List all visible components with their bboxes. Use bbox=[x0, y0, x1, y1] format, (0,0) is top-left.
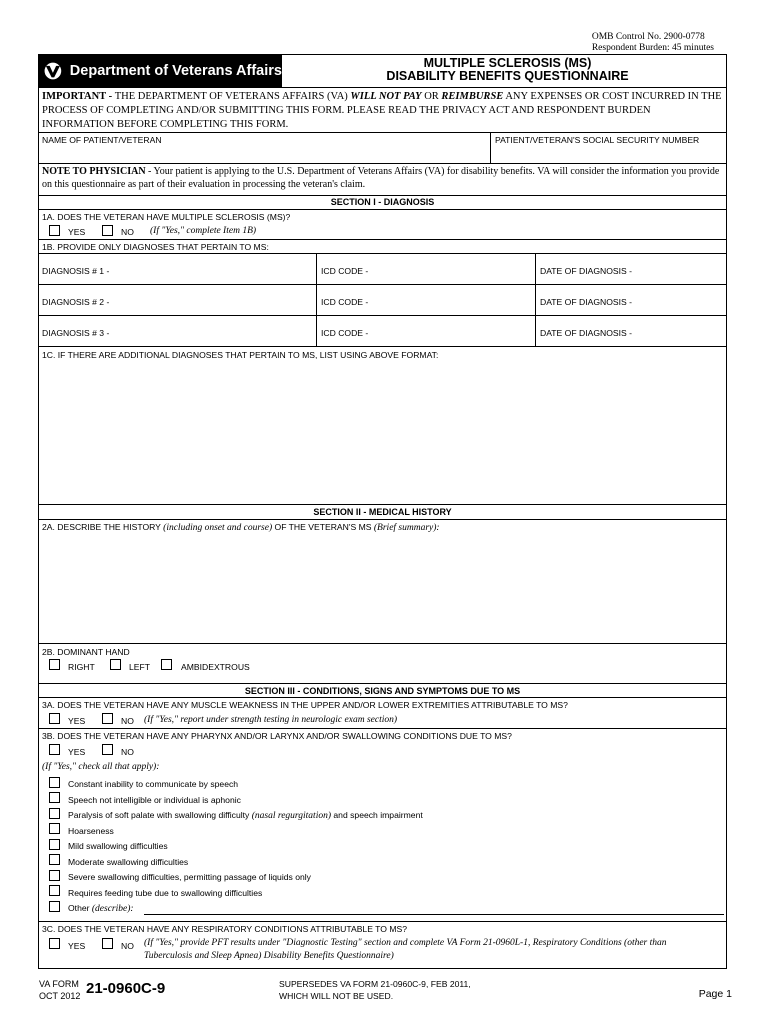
divider bbox=[38, 209, 727, 210]
symptom-checkbox[interactable] bbox=[49, 823, 60, 834]
divider bbox=[38, 284, 727, 285]
divider bbox=[38, 643, 727, 644]
q3b-no-label: NO bbox=[121, 747, 134, 757]
symptom-checkbox[interactable] bbox=[49, 854, 60, 865]
symptom-other-checkbox[interactable] bbox=[49, 901, 60, 912]
diagnosis-3-label: DIAGNOSIS # 3 - bbox=[42, 328, 110, 338]
physician-note: NOTE TO PHYSICIAN - Your patient is applying to the U.S. Department of Veterans Affairs (VA) for disability benefits. VA will consider the information you provide on this questionnaire as part of their evaluation in processing the veteran's claim. bbox=[42, 166, 720, 190]
section-2-title: SECTION II - MEDICAL HISTORY bbox=[313, 507, 452, 517]
q3a-no-checkbox[interactable] bbox=[102, 713, 113, 724]
symptom-checkbox[interactable] bbox=[49, 885, 60, 896]
divider bbox=[38, 683, 727, 684]
page-number: Page 1 bbox=[698, 988, 732, 1000]
symptom-label: Severe swallowing difficulties, permitting passage of liquids only bbox=[68, 872, 311, 882]
right-hand-label: RIGHT bbox=[68, 662, 95, 672]
q3a-note: (If "Yes," report under strength testing in neurologic exam section) bbox=[144, 715, 398, 725]
left-hand-label: LEFT bbox=[129, 662, 151, 672]
q3c-no-checkbox[interactable] bbox=[102, 938, 113, 949]
important-notice: IMPORTANT - THE DEPARTMENT OF VETERANS AFFAIRS (VA) WILL NOT PAY OR REIMBURSE ANY EXPENSES OR COST INCURRED IN THE PROCESS OF COMPLETING AND/OR SUBMITTING THIS FORM. PLEASE READ THE PRIVACY ACT AND RESPONDENT BURDEN INFORMATION BEFORE COMPLETING THIS FORM. bbox=[42, 91, 722, 130]
divider bbox=[535, 253, 536, 346]
omb-info bbox=[592, 32, 714, 54]
q3a-yes-checkbox[interactable] bbox=[49, 713, 60, 724]
supersedes-line1: SUPERSEDES VA FORM 21-0960C-9, FEB 2011, bbox=[279, 979, 471, 989]
supersedes-line2: WHICH WILL NOT BE USED. bbox=[279, 991, 394, 1001]
q1a-no-checkbox[interactable] bbox=[102, 225, 113, 236]
agency-name: Department of Veterans Affairs bbox=[69, 63, 282, 79]
divider bbox=[38, 346, 727, 347]
q2a-label: 2A. DESCRIBE THE HISTORY (including onset and course) OF THE VETERAN'S MS (Brief summary): bbox=[42, 522, 440, 533]
diagnosis-date-3-label: DATE OF DIAGNOSIS - bbox=[540, 328, 632, 338]
form-title-line1: MULTIPLE SCLEROSIS (MS) bbox=[423, 56, 592, 70]
q1a-no-label: NO bbox=[121, 227, 134, 237]
footer-va-form: VA FORM bbox=[39, 979, 79, 989]
divider bbox=[38, 504, 727, 505]
left-hand-checkbox[interactable] bbox=[110, 659, 121, 670]
icd-code-3-label: ICD CODE - bbox=[321, 328, 369, 338]
divider bbox=[38, 728, 727, 729]
q3b-yes-checkbox[interactable] bbox=[49, 744, 60, 755]
symptom-label: Moderate swallowing difficulties bbox=[68, 857, 189, 867]
diagnosis-date-1-label: DATE OF DIAGNOSIS - bbox=[540, 266, 632, 276]
q1a-yes-checkbox[interactable] bbox=[49, 225, 60, 236]
section-1-title: SECTION I - DIAGNOSIS bbox=[330, 197, 435, 207]
divider bbox=[38, 253, 727, 254]
symptom-other-label: Other (describe): bbox=[68, 903, 134, 914]
other-describe-line[interactable] bbox=[144, 914, 724, 915]
va-seal-icon bbox=[42, 57, 64, 85]
divider bbox=[38, 315, 727, 316]
patient-ssn-label: PATIENT/VETERAN'S SOCIAL SECURITY NUMBER bbox=[495, 135, 700, 145]
divider bbox=[38, 195, 727, 196]
q3b-no-checkbox[interactable] bbox=[102, 744, 113, 755]
divider bbox=[38, 921, 727, 922]
q3c-note-line2: Tuberculosis and Sleep Apnea) Disability Benefits Questionnaire) bbox=[144, 951, 394, 961]
q1b-label: 1B. PROVIDE ONLY DIAGNOSES THAT PERTAIN TO MS: bbox=[42, 242, 269, 252]
form-title-line2: DISABILITY BENEFITS QUESTIONNAIRE bbox=[386, 69, 629, 83]
q1a-note: (If "Yes," complete Item 1B) bbox=[150, 226, 257, 236]
check-all-note: (If "Yes," check all that apply): bbox=[42, 762, 160, 772]
q1a-label: 1A. DOES THE VETERAN HAVE MULTIPLE SCLEROSIS (MS)? bbox=[42, 212, 291, 222]
symptom-checkbox[interactable] bbox=[49, 808, 60, 819]
symptom-checkbox[interactable] bbox=[49, 777, 60, 788]
right-hand-checkbox[interactable] bbox=[49, 659, 60, 670]
divider bbox=[490, 132, 491, 163]
icd-code-1-label: ICD CODE - bbox=[321, 266, 369, 276]
symptom-label: Hoarseness bbox=[68, 826, 114, 836]
q3a-no-label: NO bbox=[121, 716, 134, 726]
q3a-label: 3A. DOES THE VETERAN HAVE ANY MUSCLE WEAKNESS IN THE UPPER AND/OR LOWER EXTREMITIES ATTRIBUTABLE TO MS? bbox=[42, 700, 568, 710]
q3c-yes-label: YES bbox=[68, 941, 86, 951]
symptom-label: Mild swallowing difficulties bbox=[68, 841, 168, 851]
symptom-label: Constant inability to communicate by speech bbox=[68, 779, 239, 789]
form-title bbox=[290, 57, 725, 83]
divider bbox=[38, 697, 727, 698]
q3c-label: 3C. DOES THE VETERAN HAVE ANY RESPIRATORY CONDITIONS ATTRIBUTABLE TO MS? bbox=[42, 924, 408, 934]
diagnosis-date-2-label: DATE OF DIAGNOSIS - bbox=[540, 297, 632, 307]
symptom-checkbox[interactable] bbox=[49, 839, 60, 850]
ambidextrous-label: AMBIDEXTROUS bbox=[181, 662, 250, 672]
section-3-title: SECTION III - CONDITIONS, SIGNS AND SYMPTOMS DUE TO MS bbox=[244, 686, 521, 696]
divider bbox=[316, 253, 317, 346]
va-banner bbox=[38, 54, 282, 88]
divider bbox=[38, 239, 727, 240]
diagnosis-2-label: DIAGNOSIS # 2 - bbox=[42, 297, 110, 307]
q1c-label: 1C. IF THERE ARE ADDITIONAL DIAGNOSES THAT PERTAIN TO MS, LIST USING ABOVE FORMAT: bbox=[42, 350, 439, 360]
q3a-yes-label: YES bbox=[68, 716, 86, 726]
ambidextrous-checkbox[interactable] bbox=[161, 659, 172, 670]
q3c-no-label: NO bbox=[121, 941, 134, 951]
form-number: 21-0960C-9 bbox=[86, 980, 166, 997]
q2b-label: 2B. DOMINANT HAND bbox=[42, 647, 130, 657]
q1a-yes-label: YES bbox=[68, 227, 86, 237]
q3c-yes-checkbox[interactable] bbox=[49, 938, 60, 949]
respondent-burden: Respondent Burden: 45 minutes bbox=[591, 43, 714, 53]
q3b-label: 3B. DOES THE VETERAN HAVE ANY PHARYNX AND/OR LARYNX AND/OR SWALLOWING CONDITIONS DUE TO MS? bbox=[42, 731, 512, 741]
icd-code-2-label: ICD CODE - bbox=[321, 297, 369, 307]
symptom-checkbox[interactable] bbox=[49, 870, 60, 881]
q3c-note-line1: (If "Yes," provide PFT results under "Diagnostic Testing" section and complete VA Form 21-0960L-1, Respiratory Conditions (other than bbox=[144, 938, 667, 948]
diagnosis-1-label: DIAGNOSIS # 1 - bbox=[42, 266, 110, 276]
patient-name-label: NAME OF PATIENT/VETERAN bbox=[42, 135, 162, 145]
divider bbox=[38, 132, 727, 133]
divider bbox=[38, 163, 727, 164]
footer-date: OCT 2012 bbox=[39, 991, 81, 1001]
symptom-checkbox[interactable] bbox=[49, 792, 60, 803]
symptom-label: Requires feeding tube due to swallowing difficulties bbox=[68, 888, 263, 898]
symptom-label: Paralysis of soft palate with swallowing difficulty (nasal regurgitation) and speech impairment bbox=[68, 810, 423, 821]
omb-control-number: OMB Control No. 2900-0778 bbox=[591, 32, 705, 42]
divider bbox=[38, 519, 727, 520]
q3b-yes-label: YES bbox=[68, 747, 86, 757]
symptom-label: Speech not intelligible or individual is aphonic bbox=[68, 795, 241, 805]
